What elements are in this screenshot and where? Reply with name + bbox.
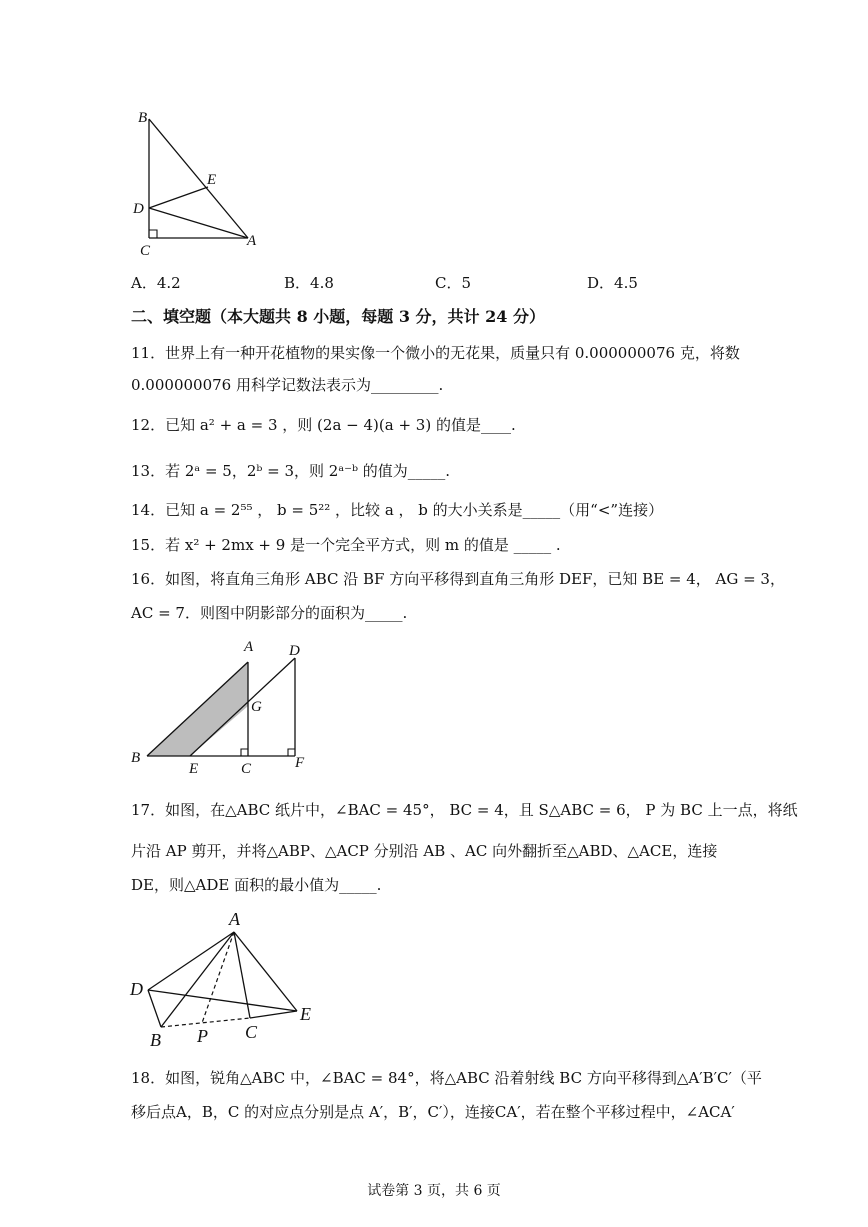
q16-line2: AC = 7．则图中阴影部分的面积为_____. <box>131 604 408 622</box>
q18-line2: 移后点A，B，C 的对应点分别是点 A′，B′，C′），连接CA′，若在整个平移过程中，∠ACA′ <box>131 1103 735 1121</box>
q13: 13．若 2ᵃ = 5，2ᵇ = 3，则 2ᵃ⁻ᵇ 的值为_____. <box>131 462 451 480</box>
label-b: B <box>131 750 141 766</box>
option-b: B．4.8 <box>284 274 334 292</box>
option-d: D．4.5 <box>587 274 638 292</box>
label-a: A <box>244 639 254 655</box>
q12: 12．已知 a² + a = 3 ，则 (2a − 4)(a + 3) 的值是____. <box>131 416 516 434</box>
label-c: C <box>245 1022 258 1042</box>
label-e: E <box>207 172 217 188</box>
section-2-title: 二、填空题（本大题共 8 小题，每题 3 分，共计 24 分） <box>131 307 545 326</box>
q14: 14．已知 a = 2⁵⁵ ， b = 5²² ，比较 a ， b 的大小关系是_____（用“<”连接） <box>131 501 664 519</box>
label-a: A <box>247 233 257 249</box>
q17-line2: 片沿 AP 剪开，并将△ABP、△ACP 分别沿 AB 、AC 向外翻折至△ABD、△ACE，连接 <box>131 842 718 860</box>
label-p: P <box>197 1026 208 1046</box>
option-c: C．5 <box>435 274 472 292</box>
label-e: E <box>189 761 199 777</box>
label-c: C <box>140 243 151 259</box>
label-g: G <box>251 699 262 715</box>
option-a: A．4.2 <box>131 274 181 292</box>
q15: 15．若 x² + 2mx + 9 是一个完全平方式，则 m 的值是 _____ . <box>131 536 561 554</box>
q17-line1: 17．如图，在△ABC 纸片中，∠BAC = 45°， BC = 4，且 S△ABC = 6， P 为 BC 上一点，将纸 <box>131 801 798 819</box>
q16-line1: 16．如图，将直角三角形 ABC 沿 BF 方向平移得到直角三角形 DEF，已知 BE = 4， AG = 3， <box>131 570 785 588</box>
label-c: C <box>241 761 252 777</box>
q11-line2: 0.000000076 用科学记数法表示为_________. <box>131 376 444 394</box>
label-b: B <box>138 110 148 126</box>
q17-line3: DE，则△ADE 面积的最小值为_____. <box>131 876 382 894</box>
fig16-translation-figure <box>125 635 325 780</box>
top-triangle-figure <box>130 105 270 260</box>
label-e: E <box>300 1004 311 1024</box>
label-f: F <box>295 755 305 771</box>
label-d: D <box>133 201 144 217</box>
q18-line1: 18．如图，锐角△ABC 中，∠BAC = 84°，将△ABC 沿着射线 BC 方向平移得到△A′B′C′（平 <box>131 1069 762 1087</box>
label-a: A <box>229 909 240 929</box>
page-footer: 试卷第 3 页，共 6 页 <box>367 1183 501 1199</box>
label-d: D <box>289 643 300 659</box>
label-d: D <box>130 979 143 999</box>
label-b: B <box>150 1030 161 1050</box>
fig17-folding-figure <box>125 905 325 1050</box>
q11-line1: 11．世界上有一种开花植物的果实像一个微小的无花果，质量只有 0.000000076 克，将数 <box>131 344 740 362</box>
